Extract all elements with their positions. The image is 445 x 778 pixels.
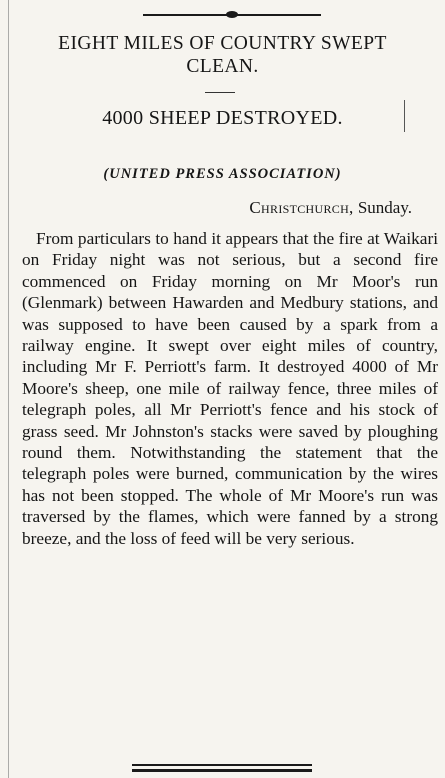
bottom-double-rule [132, 764, 312, 772]
subheadline: 4000 SHEEP DESTROYED. [102, 107, 343, 129]
dateline-day: Sunday. [357, 198, 412, 217]
column-rule [8, 0, 9, 778]
agency-credit: (UNITED PRESS ASSOCIATION) [103, 166, 342, 182]
headline-divider [205, 92, 235, 93]
article-body: From particulars to hand it appears that the fire at Waikari on Friday night was not serious, but a second fire commenced on Friday morning on Mr Moor's run (Glenmark) between Hawarden and Medbury stations, and was supposed to have been caused by a spark from a railway engine. It swept over eight miles of country, including Mr F. Perriott's farm. It destroyed 4000 of Mr Moore's sheep, one mile of railway fence, three miles of telegraph poles, all Mr Perriott's fence and his stock of grass seed. Mr Johnston's stacks were saved by ploughing round them. Notwithstanding the statement that the telegraph poles were burned, communication by the wires has not been stopped. The whole of Mr Moore's run was traversed by the flames, which were fanned by a strong breeze, and the loss of feed will be very serious. [22, 229, 438, 548]
headline: EIGHT MILES OF COUNTRY SWEPT CLEAN. [58, 33, 387, 77]
top-ornamental-rule [143, 12, 321, 17]
dateline [249, 197, 412, 219]
dateline-city: Christchurch, [249, 198, 354, 217]
top-rule-ornament [226, 11, 238, 18]
column-edge-mark [404, 100, 405, 132]
bottom-rule-thin [132, 764, 312, 766]
bottom-rule-thick [132, 769, 312, 772]
